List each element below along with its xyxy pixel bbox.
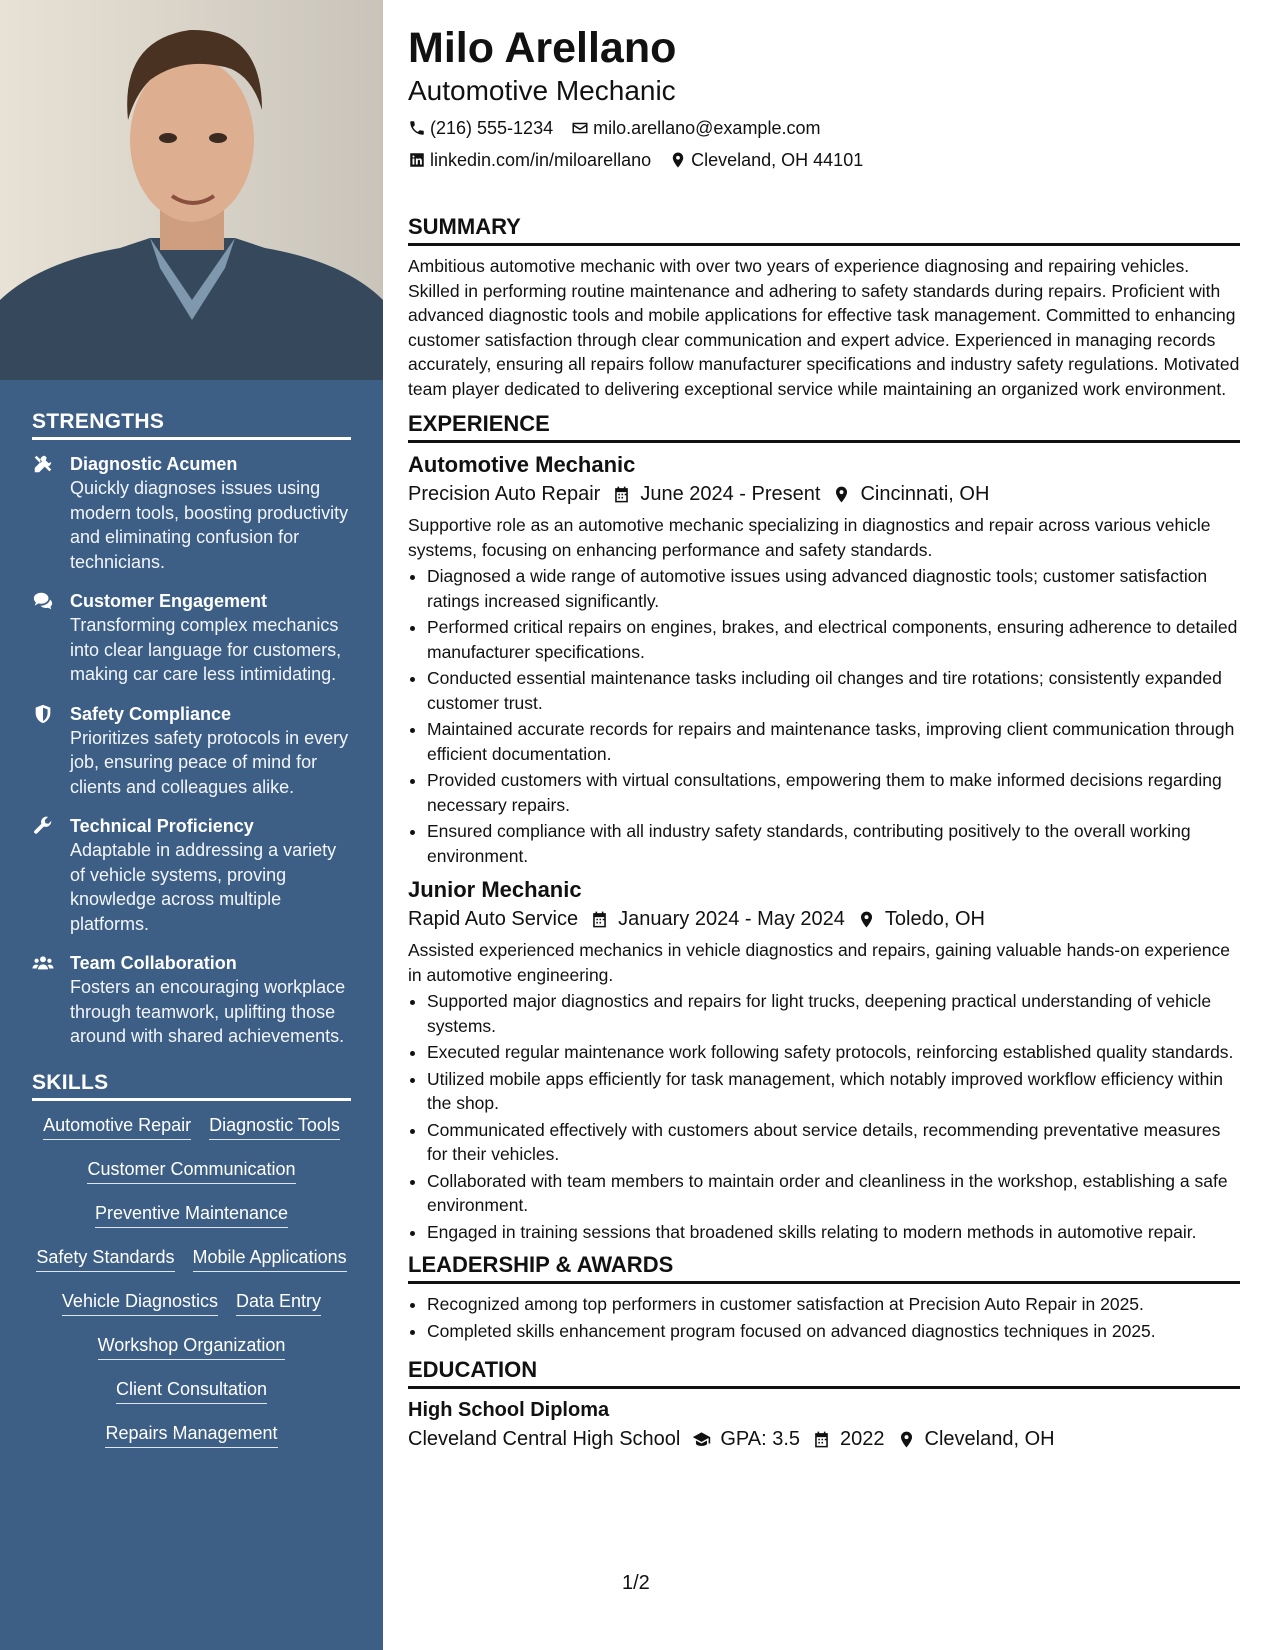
- page-number: 1/2: [622, 1572, 650, 1594]
- skill-tag: Diagnostic Tools: [209, 1113, 340, 1140]
- strength-title: Safety Compliance: [70, 703, 232, 724]
- wrench-icon: [32, 814, 70, 936]
- list-item: • Executed regular maintenance work following safety protocols, reinforcing established quality standards.: [427, 1040, 1240, 1065]
- comments-icon: [32, 589, 70, 687]
- skills-list: [32, 1113, 351, 1448]
- job-meta: [408, 479, 1240, 509]
- candidate-name: Milo Arellano: [408, 24, 677, 72]
- strength-title: Customer Engagement: [70, 591, 268, 611]
- strength-desc: Transforming complex mechanics into clear language for customers, making car care less intimidating.: [70, 615, 342, 684]
- skill-tag: Mobile Applications: [193, 1245, 347, 1272]
- job-dates: June 2024 - Present: [640, 483, 821, 505]
- gpa-text: GPA: 3.5: [720, 1428, 801, 1450]
- job-description: Assisted experienced mechanics in vehicle diagnostics and repairs, gaining valuable hands-on experience in automotive engineering.: [408, 940, 1231, 985]
- phone-icon: [408, 119, 426, 137]
- skill-tag: Vehicle Diagnostics: [62, 1289, 218, 1316]
- phone-contact: [408, 112, 553, 144]
- job-meta: [408, 904, 1240, 934]
- contact-row: [408, 144, 1240, 176]
- calendar-icon: [590, 910, 609, 929]
- job-description: Supportive role as an automotive mechanic specializing in diagnostics and repair across various vehicle systems, focusing on enhancing performance and safety standards.: [408, 515, 1211, 560]
- graduation-cap-icon: [692, 1430, 711, 1449]
- skill-tag: Workshop Organization: [98, 1333, 286, 1360]
- list-item: • Completed skills enhancement program focused on advanced diagnostics techniques in 2025.: [427, 1319, 1240, 1344]
- shield-icon: [32, 702, 70, 800]
- job-dates: January 2024 - May 2024: [618, 908, 845, 930]
- strength-item: [32, 814, 351, 936]
- list-item: • Supported major diagnostics and repairs for light trucks, deepening practical understanding of vehicle systems.: [427, 989, 1240, 1038]
- list-item: • Diagnosed a wide range of automotive issues using advanced diagnostic tools; customer satisfaction ratings increased significantly.: [427, 564, 1240, 613]
- strength-title: Diagnostic Acumen: [70, 454, 238, 474]
- skill-tag: Preventive Maintenance: [95, 1201, 288, 1228]
- skill-tag: Data Entry: [236, 1289, 321, 1316]
- calendar-icon: [812, 1430, 831, 1449]
- list-item: • Performed critical repairs on engines, brakes, and electrical components, ensuring adherence to detailed manufacturer specifications.: [427, 615, 1240, 664]
- candidate-title: Automotive Mechanic: [408, 75, 676, 106]
- job-entry: [408, 451, 1240, 868]
- email-text[interactable]: milo.arellano@example.com: [593, 118, 821, 138]
- location-text: Cleveland, OH 44101: [691, 150, 864, 170]
- strength-desc: Fosters an encouraging workplace through teamwork, uplifting those around with shared achievements.: [70, 977, 346, 1046]
- leadership-heading: LEADERSHIP & AWARDS: [408, 1252, 1240, 1284]
- users-icon: [32, 951, 70, 1049]
- phone-text: (216) 555-1234: [430, 118, 554, 138]
- leadership-list: [408, 1292, 1240, 1343]
- strength-item: [32, 589, 351, 687]
- strength-item: [32, 452, 351, 574]
- map-pin-icon: [832, 485, 851, 504]
- list-item: • Engaged in training sessions that broadened skills relating to modern methods in automotive repair.: [427, 1220, 1240, 1245]
- summary-heading: SUMMARY: [408, 214, 1240, 246]
- job-location: Cincinnati, OH: [860, 483, 990, 505]
- list-item: • Conducted essential maintenance tasks including oil changes and tire rotations; consistently expanded customer trust.: [427, 666, 1240, 715]
- map-pin-icon: [857, 910, 876, 929]
- education-location: Cleveland, OH: [924, 1428, 1055, 1450]
- contact-row: [408, 112, 1240, 144]
- job-bullets: [408, 564, 1240, 868]
- email-contact[interactable]: [571, 112, 820, 144]
- strength-desc: Adaptable in addressing a variety of vehicle systems, proving knowledge across multiple platforms.: [70, 840, 337, 934]
- map-pin-icon: [897, 1430, 916, 1449]
- calendar-icon: [612, 485, 631, 504]
- strength-title: Team Collaboration: [70, 953, 237, 973]
- strength-desc: Quickly diagnoses issues using modern tools, boosting productivity and eliminating confusion for technicians.: [70, 478, 349, 572]
- strength-title: Technical Proficiency: [70, 816, 254, 836]
- linkedin-contact[interactable]: [408, 144, 651, 176]
- list-item: • Communicated effectively with customers about service details, recommending preventative measures for their vehicles.: [427, 1118, 1240, 1167]
- list-item: • Utilized mobile apps efficiently for task management, which notably improved workflow efficiency within the shop.: [427, 1067, 1240, 1116]
- list-item: • Maintained accurate records for repairs and maintenance tasks, improving client communication through efficient documentation.: [427, 717, 1240, 766]
- tools-icon: [32, 452, 70, 574]
- strength-item: [32, 951, 351, 1049]
- location-contact: [669, 144, 863, 176]
- company-name: Precision Auto Repair: [408, 483, 601, 505]
- job-entry: [408, 876, 1240, 1244]
- degree-title: High School Diploma: [408, 1399, 610, 1421]
- company-name: Rapid Auto Service: [408, 908, 579, 930]
- envelope-icon: [571, 119, 589, 137]
- job-bullets: [408, 989, 1240, 1244]
- sidebar: [0, 0, 383, 1650]
- experience-heading: EXPERIENCE: [408, 411, 1240, 443]
- main-content: [408, 22, 1240, 1454]
- education-heading: EDUCATION: [408, 1357, 1240, 1389]
- strengths-heading: STRENGTHS: [32, 410, 351, 440]
- skill-tag: Repairs Management: [105, 1421, 277, 1448]
- strength-item: [32, 702, 351, 800]
- job-location: Toledo, OH: [884, 908, 985, 930]
- strength-desc: Prioritizes safety protocols in every job, ensuring peace of mind for clients and colleagues alike.: [70, 727, 349, 797]
- education-meta: [408, 1424, 1240, 1454]
- graduation-year: 2022: [840, 1428, 885, 1450]
- list-item: • Ensured compliance with all industry safety standards, contributing positively to the overall working environment.: [427, 819, 1240, 868]
- skill-tag: Safety Standards: [36, 1245, 174, 1272]
- skill-tag: Customer Communication: [87, 1157, 295, 1184]
- skill-tag: Client Consultation: [116, 1377, 267, 1404]
- list-item: • Provided customers with virtual consultations, empowering them to make informed decisions regarding necessary repairs.: [427, 768, 1240, 817]
- profile-photo: [0, 0, 383, 380]
- map-pin-icon: [669, 151, 687, 169]
- job-title: Junior Mechanic: [408, 877, 582, 902]
- list-item: • Collaborated with team members to maintain order and cleanliness in the workshop, establishing a safe environment.: [427, 1169, 1240, 1218]
- linkedin-icon: [408, 151, 426, 169]
- skill-tag: Automotive Repair: [43, 1113, 191, 1140]
- skills-heading: SKILLS: [32, 1071, 351, 1101]
- linkedin-text[interactable]: linkedin.com/in/miloarellano: [430, 150, 652, 170]
- school-name: Cleveland Central High School: [408, 1428, 681, 1450]
- list-item: • Recognized among top performers in customer satisfaction at Precision Auto Repair in 2025.: [427, 1292, 1240, 1317]
- summary-text: Ambitious automotive mechanic with over two years of experience diagnosing and repairing vehicles. Skilled in performing routine maintenance and adhering to safety standards during repairs. Proficient with advanced diagnostic tools and mobile applications for effective task management. Committed to enhancing customer satisfaction through clear communication and expert advice. Experienced in managing records accurately, ensuring all repairs follow manufacturer specifications and industry safety regulations. Motivated team player dedicated to delivering exceptional service while maintaining an organized work environment.: [408, 256, 1240, 399]
- job-title: Automotive Mechanic: [408, 452, 636, 477]
